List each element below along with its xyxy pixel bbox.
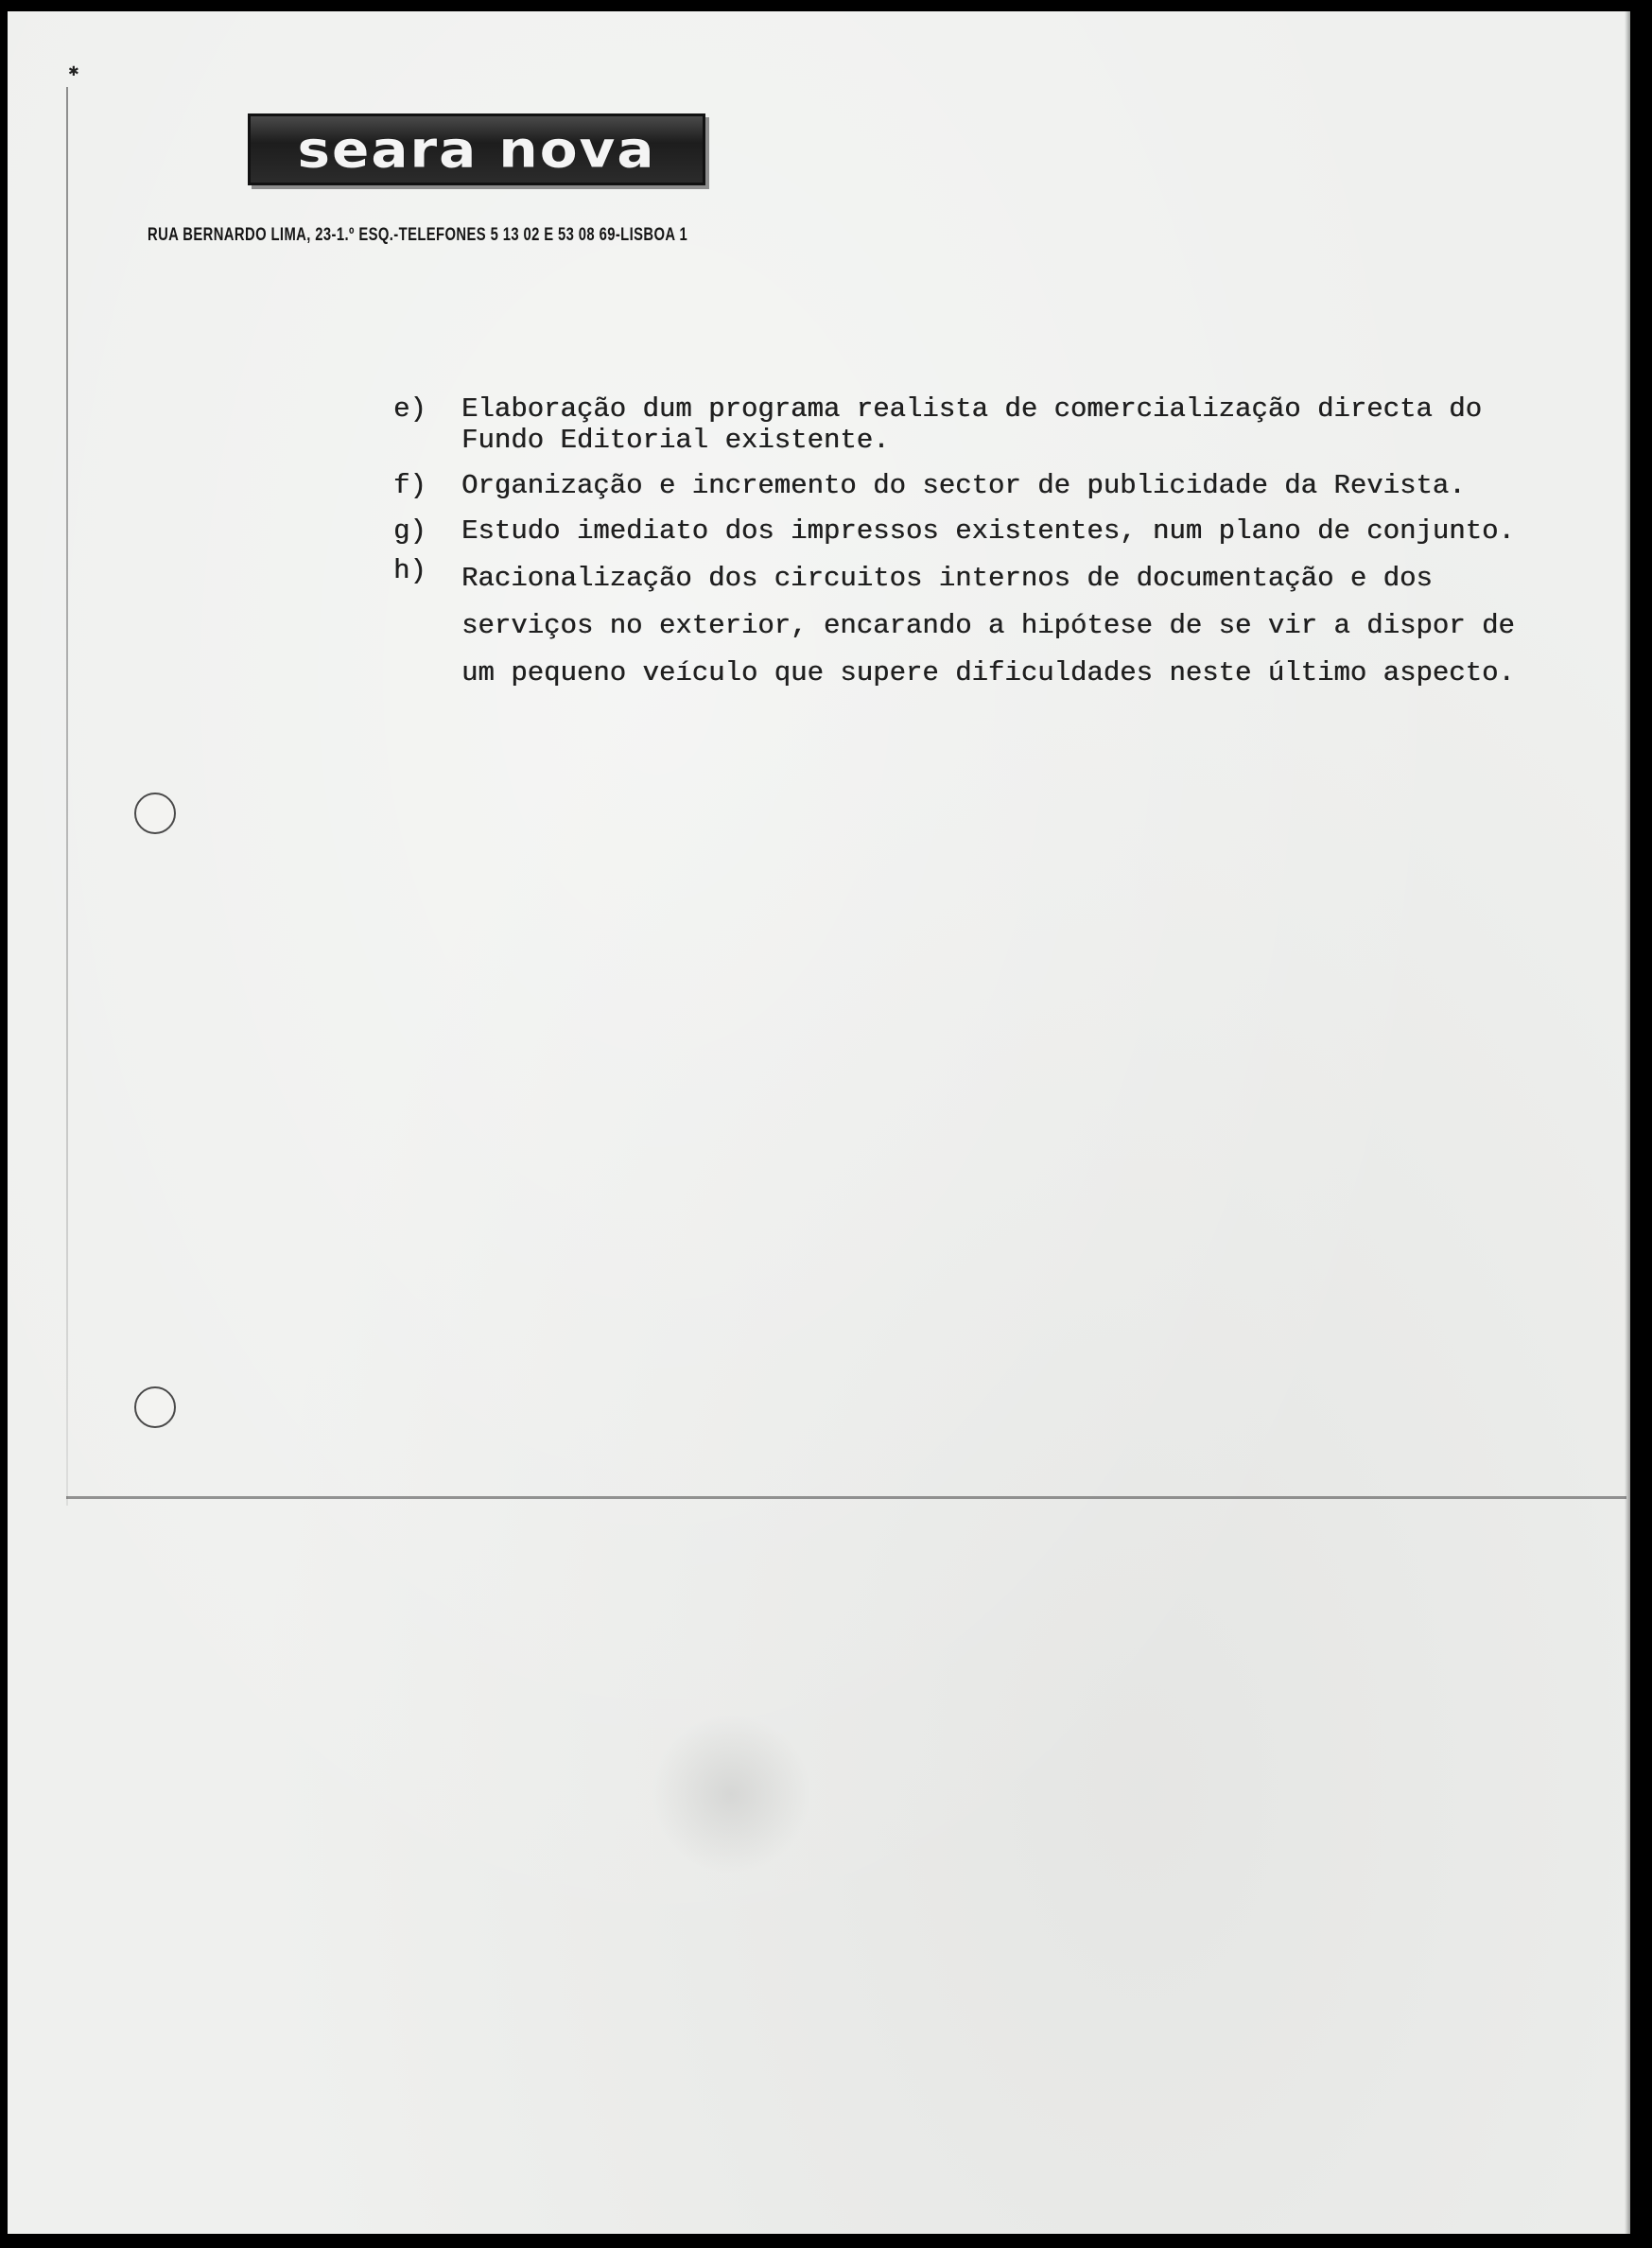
fold-line	[66, 1496, 1626, 1499]
punch-hole-icon	[134, 793, 176, 834]
margin-rule	[66, 87, 68, 1506]
list-item-h	[393, 555, 1556, 697]
item-text: Estudo imediato dos impressos existentes, num plano de conjunto.	[461, 515, 1515, 547]
paper-smudge	[651, 1714, 811, 1874]
item-marker: g)	[393, 515, 426, 547]
item-marker: h)	[393, 555, 426, 586]
item-list	[393, 393, 1556, 711]
letterhead-address: RUA BERNARDO LIMA, 23-1.º ESQ.-TELEFONES 5 13 02 E 53 08 69-LISBOA 1	[148, 225, 688, 245]
corner-mark: ✱	[68, 64, 79, 79]
punch-hole-icon	[134, 1386, 176, 1428]
list-item-e	[393, 393, 1556, 456]
list-item-g	[393, 515, 1556, 547]
item-marker: e)	[393, 393, 426, 425]
logo-text: seara nova	[297, 119, 656, 180]
item-text: Elaboração dum programa realista de comercialização directa do Fundo Editorial existente.	[461, 393, 1482, 456]
item-text: Racionalização dos circuitos internos de documentação e dos serviços no exterior, encarando a hipótese de se vir a dispor de um pequeno veículo que supere dificuldades neste último aspecto.	[461, 563, 1515, 688]
list-item-f	[393, 470, 1556, 501]
seara-nova-logo	[248, 113, 705, 185]
item-text: Organização e incremento do sector de publicidade da Revista.	[461, 470, 1466, 501]
item-marker: f)	[393, 470, 426, 501]
document-page	[8, 11, 1630, 2234]
